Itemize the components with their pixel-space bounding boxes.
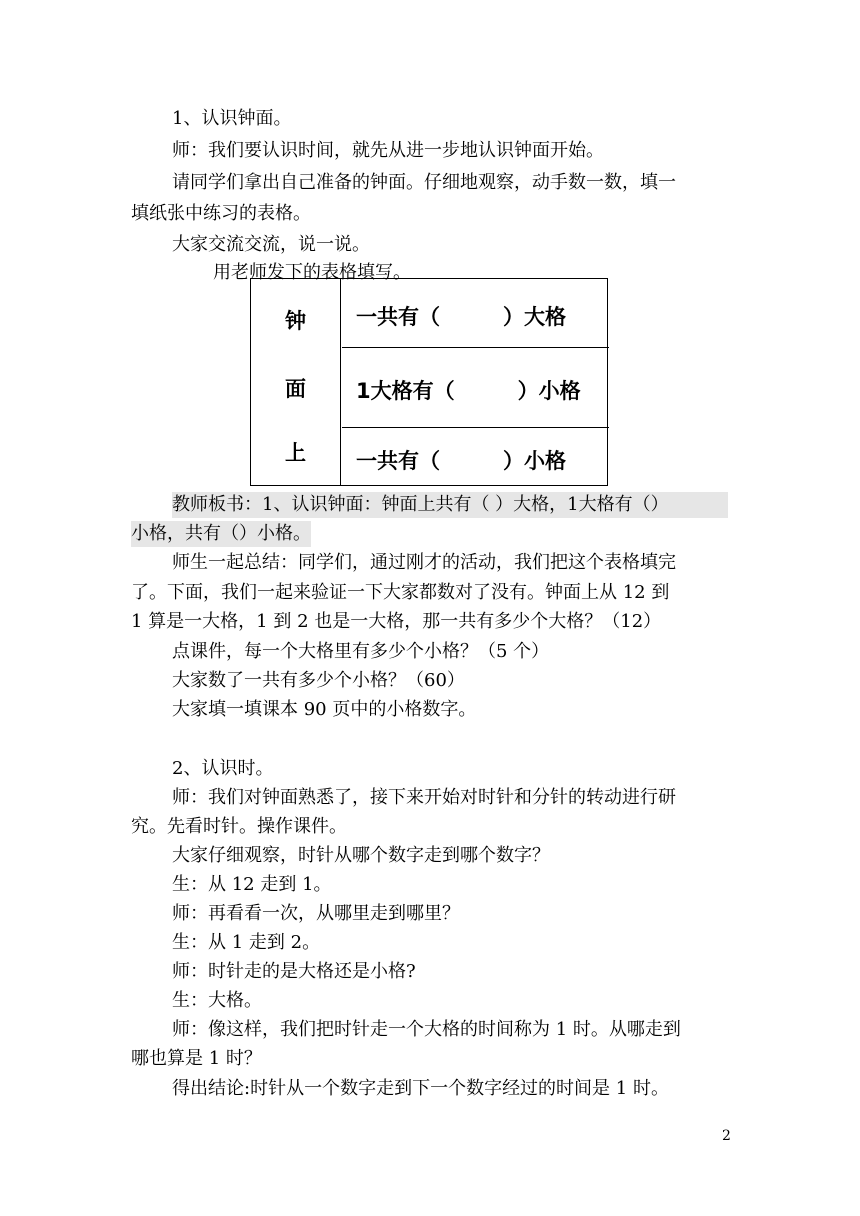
paragraph-line: 生：从 12 走到 1。 bbox=[172, 874, 332, 895]
table-row: 一共有（ ）大格 bbox=[356, 305, 566, 329]
paragraph-line: 师：我们要认识时间，就先从进一步地认识钟面开始。 bbox=[172, 140, 604, 161]
paragraph-line: 用老师发下的表格填写。 bbox=[213, 262, 411, 283]
paragraph-line: 生：大格。 bbox=[172, 990, 262, 1011]
paragraph-line: 填纸张中练习的表格。 bbox=[131, 203, 311, 224]
paragraph-line: 1 算是一大格，1 到 2 也是一大格，那一共有多少个大格？（12） bbox=[131, 611, 662, 632]
paragraph-line: 究。先看时针。操作课件。 bbox=[131, 816, 347, 837]
paragraph-line: 师生一起总结：同学们，通过刚才的活动，我们把这个表格填完 bbox=[172, 552, 676, 573]
paragraph-line: 点课件，每一个大格里有多少个小格？（5 个） bbox=[172, 641, 550, 662]
paragraph-line: 师：时针走的是大格还是小格? bbox=[172, 961, 416, 982]
board-note-line: 小格，共有（）小格。 bbox=[131, 521, 311, 547]
table-divider bbox=[340, 279, 341, 485]
paragraph-line: 生：从 1 走到 2。 bbox=[172, 932, 321, 953]
board-note-line: 教师板书：1、认识钟面：钟面上共有（ ）大格，1大格有（） bbox=[172, 492, 728, 518]
table-left-char: 面 bbox=[285, 377, 306, 401]
paragraph-line: 得出结论:时针从一个数字走到下一个数字经过的时间是 1 时。 bbox=[172, 1078, 669, 1099]
section-2-title: 2、认识时。 bbox=[172, 758, 274, 779]
paragraph-line: 师：像这样，我们把时针走一个大格的时间称为 1 时。从哪走到 bbox=[172, 1019, 681, 1040]
table-left-char: 上 bbox=[285, 441, 306, 465]
table-row: 一共有（ ）小格 bbox=[356, 449, 566, 473]
paragraph-line: 师：我们对钟面熟悉了，接下来开始对时针和分针的转动进行研 bbox=[172, 787, 676, 808]
paragraph-line: 哪也算是 1 时？ bbox=[131, 1048, 262, 1069]
page-number: 2 bbox=[722, 1128, 731, 1144]
paragraph-line: 大家仔细观察，时针从哪个数字走到哪个数字？ bbox=[172, 845, 550, 866]
paragraph-line: 师：再看看一次，从哪里走到哪里？ bbox=[172, 903, 460, 924]
paragraph-line: 请同学们拿出自己准备的钟面。仔细地观察，动手数一数，填一 bbox=[172, 172, 676, 193]
paragraph-line: 大家数了一共有多少个小格？（60） bbox=[172, 670, 465, 691]
table-left-char: 钟 bbox=[285, 309, 306, 333]
paragraph-line: 了。下面，我们一起来验证一下大家都数对了没有。钟面上从 12 到 bbox=[131, 582, 670, 603]
table-row: 1大格有（ ）小格 bbox=[356, 379, 581, 403]
paragraph-line: 大家交流交流，说一说。 bbox=[172, 234, 370, 255]
clock-face-table bbox=[250, 278, 608, 486]
section-1-title: 1、认识钟面。 bbox=[172, 108, 292, 129]
paragraph-line: 大家填一填课本 90 页中的小格数字。 bbox=[172, 699, 477, 720]
